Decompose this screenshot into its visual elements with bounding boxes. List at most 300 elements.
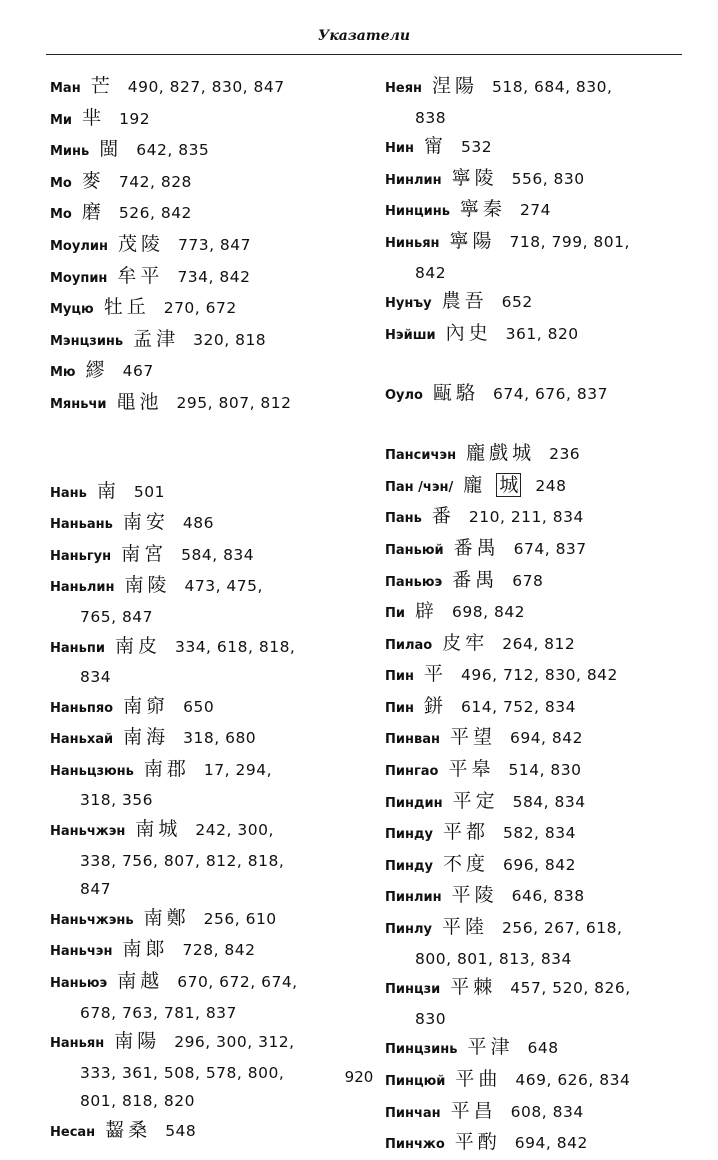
- index-entry: [385, 881, 685, 913]
- entry-characters: [117, 265, 163, 287]
- entry-line: [50, 104, 355, 136]
- entry-line: [50, 755, 355, 787]
- entry-name: Пан /чэн/: [385, 479, 454, 495]
- entry-characters-text: 南陵: [124, 574, 171, 597]
- entry-pages: 526, 842: [118, 204, 192, 223]
- entry-characters-text: 黽池: [116, 390, 163, 413]
- entry-name: Неян: [385, 81, 423, 96]
- index-entry: [385, 502, 685, 534]
- entry-characters: [442, 916, 488, 938]
- entry-characters: [452, 884, 498, 906]
- entry-characters: [122, 938, 168, 960]
- entry-name: Нинцинь: [385, 204, 450, 220]
- entry-pages: 694, 842: [509, 729, 583, 748]
- entry-line: [385, 755, 685, 787]
- entry-characters-text: 寧陵: [451, 166, 498, 189]
- entry-characters-text: 甌駱: [432, 381, 479, 404]
- entry-characters-text: 南海: [123, 726, 170, 749]
- entry-pages: 678: [512, 571, 544, 590]
- entry-characters-text: 寧陽: [449, 229, 496, 252]
- entry-name: Паньюэ: [385, 574, 443, 590]
- entry-pages: 256, 267, 618,: [501, 919, 623, 938]
- entry-line: [385, 72, 685, 104]
- entry-pages-continuation: 338, 756, 807, 812, 818,: [80, 851, 285, 870]
- index-entry: [50, 755, 355, 815]
- entry-name: Нэйши: [385, 327, 436, 343]
- entry-name: Паньюй: [385, 542, 444, 558]
- entry-line: [50, 935, 355, 967]
- index-entry: [385, 132, 685, 164]
- entry-line: [385, 287, 685, 319]
- entry-line: [385, 913, 685, 945]
- entry-name: Пинду: [385, 858, 433, 874]
- entry-pages: 334, 618, 818,: [174, 637, 296, 656]
- entry-characters-text: 南鄭: [143, 906, 190, 929]
- entry-name: Муцю: [50, 302, 94, 318]
- entry-name: Наньюэ: [50, 976, 108, 992]
- entry-line: [385, 227, 685, 259]
- entry-pages: 318, 680: [183, 729, 257, 748]
- entry-name: Наньлин: [50, 580, 115, 596]
- index-entry: [385, 319, 685, 351]
- index-entry: [385, 755, 685, 787]
- entry-pages: 256, 610: [203, 909, 277, 928]
- index-entry: [50, 571, 355, 631]
- entry-pages: 270, 672: [163, 299, 237, 318]
- entry-characters-text: 內史: [445, 321, 492, 344]
- entry-characters: [453, 790, 499, 812]
- entry-line: [50, 293, 355, 325]
- entry-pages: 652: [501, 293, 533, 312]
- entry-pages-continuation: 678, 763, 781, 837: [80, 1003, 237, 1022]
- entry-pages: 17, 294,: [203, 760, 272, 779]
- entry-name: Пинцюй: [385, 1074, 446, 1089]
- entry-name: Мэнцзинь: [50, 333, 124, 349]
- index-entry: [385, 72, 685, 132]
- entry-characters: [135, 818, 181, 840]
- entry-name: Пинцзи: [385, 982, 441, 998]
- entry-characters: [82, 170, 105, 192]
- entry-characters: [104, 296, 150, 318]
- entry-characters: [446, 322, 492, 344]
- entry-characters: [118, 233, 164, 255]
- entry-characters: [432, 75, 478, 97]
- entry-line: [50, 571, 355, 603]
- index-entry: [50, 167, 355, 199]
- entry-line: [385, 723, 685, 755]
- entry-characters: [450, 726, 496, 748]
- entry-characters: [121, 543, 167, 565]
- index-entry: [50, 198, 355, 230]
- index-entry: [50, 723, 355, 755]
- entry-characters: [467, 1036, 513, 1058]
- entry-characters-text: 磨: [81, 201, 105, 224]
- entry-line: [50, 356, 355, 388]
- entry-line: [385, 818, 685, 850]
- index-entry: [50, 135, 355, 167]
- entry-characters: [114, 1030, 160, 1052]
- entry-characters-text: 牡丘: [103, 296, 150, 319]
- entry-characters: [82, 201, 105, 223]
- entry-characters: [144, 758, 190, 780]
- entry-pages: 248: [535, 476, 567, 495]
- entry-characters-text: 平: [423, 663, 447, 686]
- entry-name: Нунъу: [385, 296, 432, 312]
- entry-characters-text: 皮牢: [442, 631, 489, 654]
- entry-pages: 242, 300,: [195, 821, 274, 840]
- entry-name: Наньань: [50, 517, 113, 533]
- entry-characters-text: 繆: [85, 359, 109, 382]
- entry-characters-text: 甯: [423, 135, 447, 158]
- entry-name: Пань: [385, 511, 422, 527]
- entry-pages: 584, 834: [181, 545, 255, 564]
- entry-characters-text: 閩: [99, 138, 123, 161]
- entry-characters-text: 涅陽: [432, 75, 479, 97]
- entry-line: [385, 973, 685, 1005]
- entry-characters: [115, 635, 161, 657]
- entry-characters: [451, 1100, 497, 1122]
- entry-name: Пинлу: [385, 922, 432, 938]
- index-entry: [385, 164, 685, 196]
- entry-line: [385, 660, 685, 692]
- index-entry: [385, 227, 685, 287]
- entry-pages: 642, 835: [136, 141, 210, 160]
- entry-characters-text: 平棘: [450, 976, 497, 999]
- entry-characters: [91, 75, 114, 97]
- index-entry: [385, 1128, 685, 1160]
- index-entry: [50, 356, 355, 388]
- entry-name: Ман: [50, 81, 81, 96]
- entry-pages: 361, 820: [505, 324, 579, 343]
- entry-line: [385, 164, 685, 196]
- entry-characters-text: 平定: [452, 789, 499, 812]
- entry-characters: [432, 505, 455, 527]
- entry-characters: [99, 138, 122, 160]
- index-entry: [385, 566, 685, 598]
- entry-name: Наньчжэнь: [50, 912, 134, 928]
- entry-characters: [97, 480, 120, 502]
- entry-line: [385, 881, 685, 913]
- entry-name: Мяньчи: [50, 396, 107, 412]
- entry-pages: 734, 842: [177, 267, 251, 286]
- entry-line: [50, 1027, 355, 1059]
- entry-characters-text: 平陸: [441, 916, 488, 939]
- entry-characters-text: 龐: [463, 473, 487, 496]
- entry-pages: 584, 834: [512, 792, 586, 811]
- entry-line: [385, 502, 685, 534]
- entry-characters: [123, 726, 169, 748]
- entry-line: [385, 566, 685, 598]
- entry-characters-text: 辟: [415, 600, 439, 623]
- entry-characters-text: 平都: [442, 821, 489, 844]
- entry-characters-text: 南: [96, 479, 120, 502]
- entry-pages: 210, 211, 834: [468, 508, 584, 527]
- entry-characters: [455, 1131, 501, 1153]
- entry-pages: 467: [122, 362, 154, 381]
- entry-pages: 556, 830: [511, 169, 585, 188]
- entry-pages: 698, 842: [452, 603, 526, 622]
- index-entry: [385, 629, 685, 661]
- entry-pages-continuation: 834: [80, 668, 112, 687]
- index-entry: [385, 913, 685, 973]
- entry-characters: [424, 135, 447, 157]
- entry-pages-continuation: 333, 361, 508, 578, 800,: [80, 1063, 285, 1082]
- entry-characters-text: 平曲: [455, 1068, 502, 1090]
- entry-pages: 650: [183, 697, 215, 716]
- section-gap: [385, 411, 685, 440]
- section-gap: [385, 350, 685, 379]
- entry-characters-text: 番: [431, 505, 455, 528]
- entry-characters-text: 南窌: [123, 694, 170, 717]
- entry-pages: 608, 834: [510, 1102, 584, 1121]
- entry-characters: [452, 167, 498, 189]
- entry-pages-continuation: 830: [415, 1009, 447, 1028]
- header-title: Указатели: [317, 28, 411, 44]
- entry-characters-text: 南郡: [143, 757, 190, 780]
- entry-characters-text: 牟平: [117, 264, 164, 287]
- entry-name: Пингао: [385, 764, 439, 780]
- entry-name: Ниньян: [385, 235, 440, 251]
- entry-line: [50, 325, 355, 357]
- entry-characters: [463, 474, 521, 496]
- entry-name: Моулин: [50, 238, 108, 254]
- entry-characters: [442, 632, 488, 654]
- index-entry: [50, 967, 355, 1027]
- entry-pages: 548: [165, 1122, 197, 1140]
- entry-pages: 514, 830: [508, 761, 582, 780]
- index-entry: [50, 692, 355, 724]
- entry-line: [385, 787, 685, 819]
- entry-characters: [424, 695, 447, 717]
- index-entry: [385, 787, 685, 819]
- entry-line: [385, 132, 685, 164]
- entry-line: [385, 597, 685, 629]
- entry-line: [50, 632, 355, 664]
- entry-pages: 236: [549, 445, 581, 464]
- index-entry: [385, 287, 685, 319]
- index-entry: [50, 72, 355, 104]
- entry-pages: 582, 834: [502, 824, 576, 843]
- index-entry: [50, 388, 355, 420]
- entry-line: [385, 1033, 685, 1065]
- entry-name: Пинду: [385, 827, 433, 843]
- running-header: [46, 28, 682, 58]
- entry-line: [50, 262, 355, 294]
- index-entry: [50, 815, 355, 904]
- entry-pages: 192: [119, 109, 151, 128]
- index-entry: [50, 293, 355, 325]
- entry-name: Оуло: [385, 387, 423, 403]
- entry-characters-text: 南皮: [114, 634, 161, 657]
- entry-name: Пин: [385, 669, 414, 685]
- entry-pages: 646, 838: [511, 887, 585, 906]
- entry-pages: 742, 828: [118, 172, 192, 191]
- index-entry: [385, 723, 685, 755]
- entry-pages: 490, 827, 830, 847: [127, 78, 285, 96]
- entry-pages-continuation: 801, 818, 820: [80, 1092, 195, 1111]
- entry-characters: [443, 853, 489, 875]
- entry-characters-text: 平昌: [450, 1099, 497, 1122]
- entry-pages: 473, 475,: [184, 577, 263, 596]
- entry-name: Ми: [50, 112, 73, 128]
- entry-pages-continuation: 800, 801, 813, 834: [415, 949, 572, 968]
- entry-characters-text: 平望: [449, 726, 496, 749]
- entry-line: [50, 167, 355, 199]
- entry-pages: 694, 842: [514, 1134, 588, 1153]
- index-entry: [385, 850, 685, 882]
- entry-pages: 614, 752, 834: [461, 697, 576, 716]
- index-entry: [385, 195, 685, 227]
- entry-line: [50, 477, 355, 509]
- entry-pages: 486: [182, 514, 214, 533]
- entry-line: [385, 850, 685, 882]
- entry-pages: 718, 799, 801,: [509, 232, 630, 251]
- entry-pages: 320, 818: [193, 330, 267, 349]
- entry-characters-text: 芒: [90, 75, 114, 97]
- entry-name: Наньгун: [50, 548, 112, 564]
- entry-line: [50, 904, 355, 936]
- header-rule: [46, 54, 682, 55]
- index-entry: [385, 660, 685, 692]
- entry-characters-text: 南陽: [114, 1030, 161, 1053]
- entry-name: Наньхай: [50, 732, 114, 748]
- entry-characters-text: 寧秦: [459, 198, 506, 221]
- entry-name: Пи: [385, 606, 405, 622]
- entry-characters-text: 芈: [82, 106, 106, 129]
- entry-pages: 457, 520, 826,: [510, 979, 631, 998]
- entry-characters-text: 番禺: [453, 536, 500, 559]
- entry-characters: [86, 359, 109, 381]
- entry-pages: 274: [519, 201, 552, 220]
- entry-characters-text: 平皋: [448, 758, 495, 781]
- entry-pages-continuation: 838: [415, 108, 447, 127]
- entry-name: Мю: [50, 365, 76, 381]
- index-entry: [50, 477, 355, 509]
- index-entry: [385, 692, 685, 724]
- entry-line: [50, 230, 355, 262]
- entry-characters: [82, 107, 105, 129]
- entry-line: [385, 195, 685, 227]
- entry-pages: 295, 807, 812: [176, 393, 292, 412]
- entry-bracket-character: 城: [496, 473, 521, 497]
- entry-name: Пинлин: [385, 890, 442, 906]
- entry-line: [50, 198, 355, 230]
- entry-line: [385, 319, 685, 351]
- entry-line: [385, 629, 685, 661]
- entry-characters-text: 南宮: [121, 542, 168, 565]
- index-entry: [385, 818, 685, 850]
- index-entry: [50, 325, 355, 357]
- entry-pages: 773, 847: [177, 235, 252, 254]
- entry-line: [50, 1116, 355, 1148]
- entry-line: [50, 388, 355, 420]
- entry-characters: [424, 663, 447, 685]
- entry-line: [50, 72, 355, 104]
- entry-characters-text: 南越: [117, 970, 164, 993]
- index-entry: [50, 935, 355, 967]
- entry-characters-text: 龐戲城: [466, 442, 536, 465]
- index-entry: [385, 471, 685, 503]
- entry-characters: [460, 198, 506, 220]
- entry-characters: [124, 574, 170, 596]
- entry-pages: 728, 842: [182, 941, 256, 960]
- entry-name: Пилао: [385, 637, 433, 653]
- entry-characters-text: 南郞: [122, 938, 169, 961]
- entry-pages-continuation: 318, 356: [80, 791, 154, 810]
- entry-name: Наньян: [50, 1036, 105, 1052]
- index-entry: [50, 262, 355, 294]
- entry-characters: [123, 511, 169, 533]
- entry-name: Мо: [50, 207, 72, 223]
- index-entry: [50, 508, 355, 540]
- index-entry: [385, 439, 685, 471]
- entry-line: [385, 379, 685, 411]
- entry-characters: [442, 290, 488, 312]
- index-column-left: [50, 72, 355, 1148]
- entry-name: Минь: [50, 144, 90, 160]
- entry-line: [50, 540, 355, 572]
- entry-name: Нин: [385, 141, 414, 157]
- entry-line: [50, 815, 355, 847]
- entry-line: [385, 1097, 685, 1129]
- entry-name: Моупин: [50, 270, 108, 286]
- entry-pages: 648: [527, 1039, 559, 1058]
- index-entry: [50, 540, 355, 572]
- entry-name: Наньпи: [50, 640, 105, 656]
- entry-characters: [105, 1119, 151, 1141]
- section-gap: [50, 420, 355, 477]
- entry-pages: 696, 842: [502, 855, 576, 874]
- index-entry: [385, 1097, 685, 1129]
- entry-characters-text: 南安: [122, 511, 169, 534]
- entry-pages: 496, 712, 830, 842: [461, 666, 618, 685]
- entry-name: Пиндин: [385, 795, 443, 811]
- entry-name: Мо: [50, 175, 72, 191]
- entry-characters: [117, 970, 163, 992]
- entry-characters: [454, 537, 500, 559]
- entry-pages: 674, 676, 837: [493, 384, 608, 403]
- entry-line: [385, 692, 685, 724]
- entry-line: [50, 692, 355, 724]
- entry-pages-continuation: 842: [415, 263, 447, 282]
- entry-characters-text: 平津: [467, 1036, 514, 1059]
- entry-name: Наньцзюнь: [50, 763, 134, 779]
- entry-line: [385, 439, 685, 471]
- entry-characters-text: 不度: [442, 852, 489, 875]
- entry-pages-continuation: 847: [80, 880, 112, 899]
- index-column-right: [385, 72, 685, 1160]
- entry-name: Наньчэн: [50, 944, 113, 960]
- entry-name: Пин: [385, 700, 414, 716]
- entry-characters-text: 孟津: [133, 327, 180, 350]
- entry-name: Нань: [50, 485, 87, 501]
- index-entry: [50, 1116, 355, 1148]
- entry-pages: 532: [461, 138, 493, 157]
- entry-characters: [123, 695, 169, 717]
- entry-characters: [415, 600, 438, 622]
- entry-characters-text: 鉼: [423, 694, 447, 717]
- index-entry: [50, 904, 355, 936]
- entry-characters-text: 農吾: [441, 290, 488, 313]
- entry-characters: [133, 328, 179, 350]
- entry-characters-text: 茂陵: [117, 232, 164, 255]
- entry-pages: 518, 684, 830,: [492, 78, 613, 96]
- entry-characters: [448, 758, 494, 780]
- entry-line: [385, 471, 685, 503]
- entry-line: [50, 508, 355, 540]
- entry-characters: [144, 907, 190, 929]
- entry-line: [50, 967, 355, 999]
